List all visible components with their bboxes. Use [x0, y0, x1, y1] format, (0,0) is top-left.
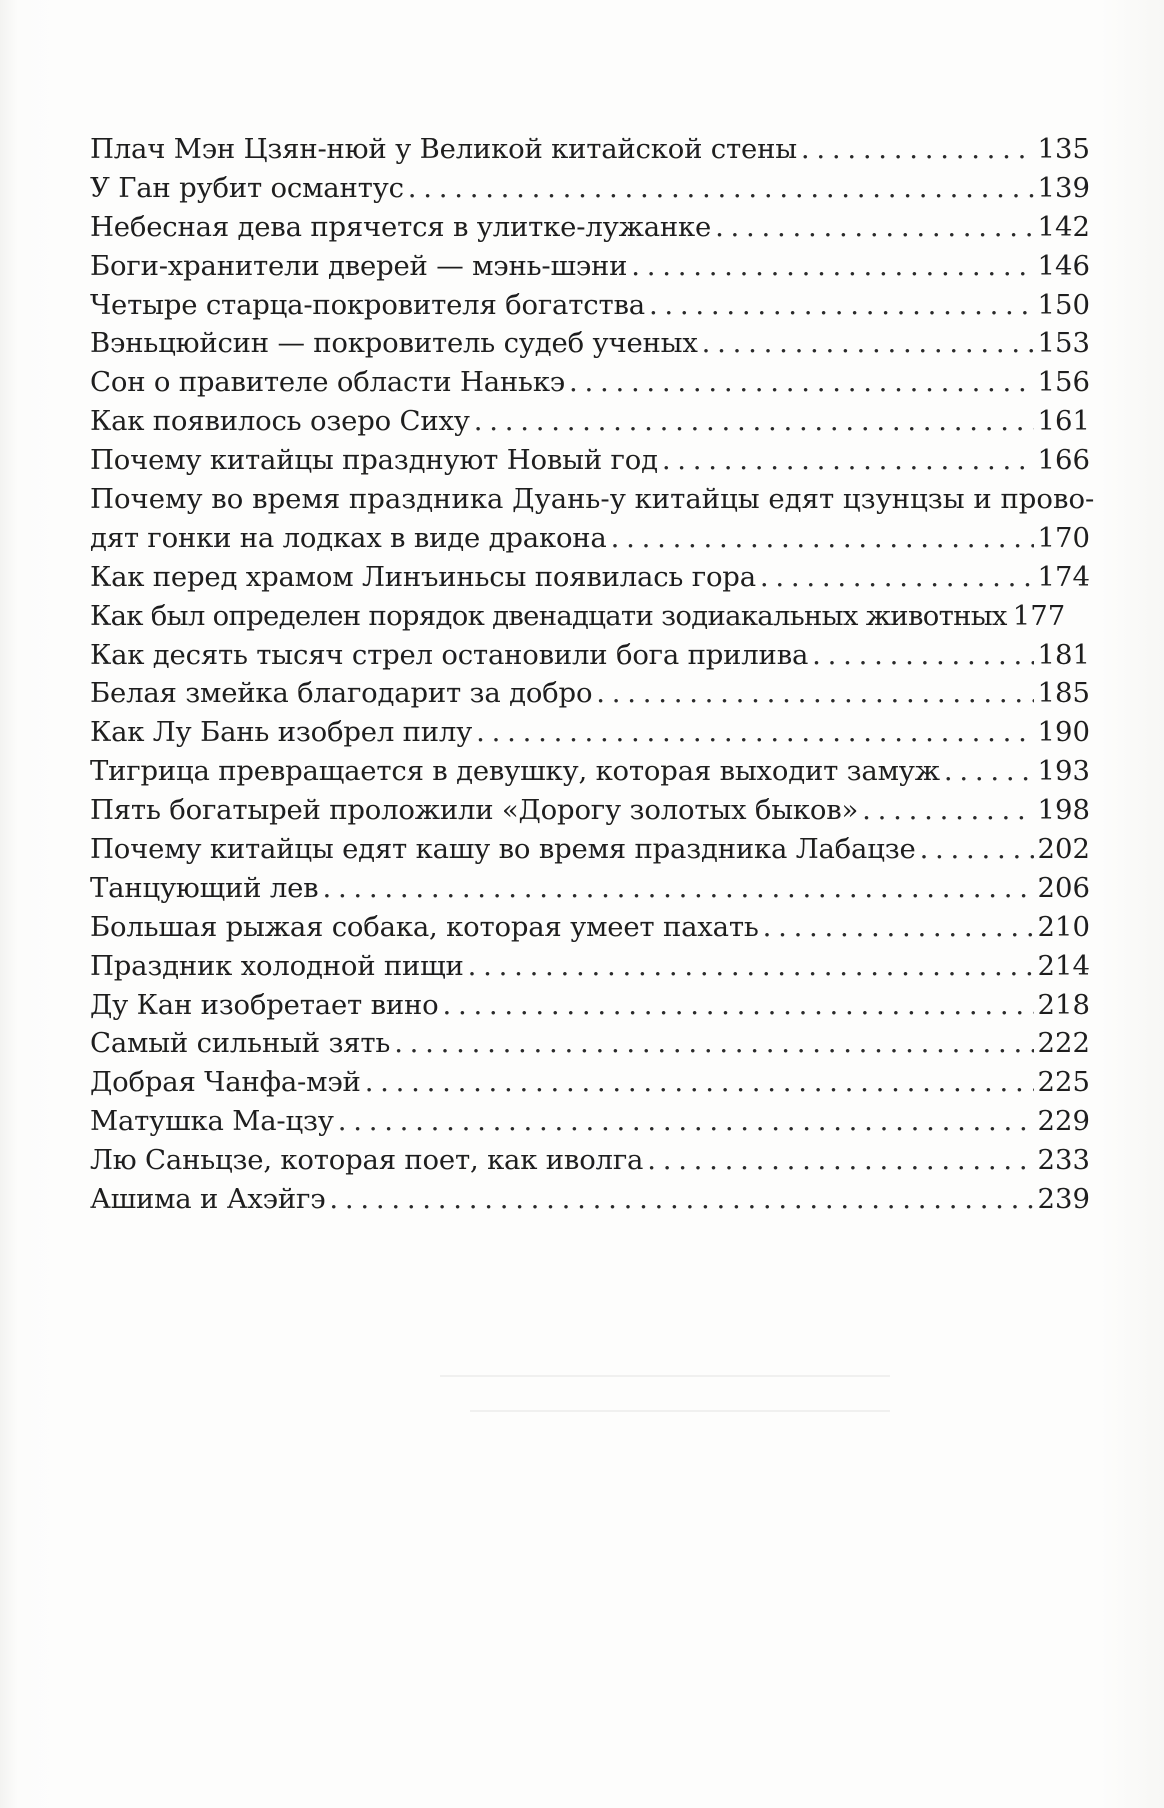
toc-entry-page: 161 [1037, 405, 1090, 438]
toc-entry[interactable] [90, 208, 1090, 247]
toc-entry[interactable] [90, 752, 1090, 791]
dot-leader [662, 441, 1034, 480]
toc-entry[interactable] [90, 441, 1090, 480]
toc-entry[interactable] [90, 986, 1090, 1025]
toc-entry-page: 225 [1037, 1066, 1090, 1099]
toc-entry-title: Четыре старца-покровителя богатства [90, 288, 645, 321]
toc-entry-title: Матушка Ма-цзу [90, 1105, 334, 1138]
dot-leader [760, 558, 1034, 597]
dot-leader [394, 1024, 1033, 1063]
toc-entry[interactable] [90, 947, 1090, 986]
table-of-contents [90, 130, 1095, 1219]
toc-entry-page: 156 [1037, 366, 1090, 399]
toc-entry[interactable] [90, 636, 1090, 675]
toc-entry-page: 177 [1012, 599, 1066, 632]
toc-entry[interactable] [90, 169, 1090, 208]
toc-entry-title: Танцующий лев [90, 871, 319, 904]
dot-leader [715, 208, 1033, 247]
toc-entry-title: Как десять тысяч стрел остановили бога прилива [90, 638, 809, 671]
toc-entry-page: 166 [1037, 444, 1090, 477]
dot-leader [702, 324, 1034, 363]
toc-entry[interactable] [90, 1024, 1090, 1063]
toc-entry-page: 210 [1037, 910, 1090, 943]
toc-entry-page: 239 [1037, 1183, 1090, 1216]
toc-entry-page: 142 [1037, 210, 1090, 243]
toc-entry-title: Вэньцюйсин — покровитель судеб ученых [90, 327, 698, 360]
toc-entry-page: 233 [1037, 1144, 1090, 1177]
toc-entry-title: Небесная дева прячется в улитке-лужанке [90, 210, 712, 243]
toc-entry-page: 198 [1037, 794, 1090, 827]
toc-entry-title: Ду Кан изобретает вино [90, 988, 439, 1021]
show-through-line [470, 1410, 890, 1412]
toc-entry[interactable] [90, 674, 1090, 713]
dot-leader [611, 519, 1034, 558]
dot-leader [468, 947, 1034, 986]
toc-entry-title: Как был определен порядок двенадцати зодиакальных животных [90, 599, 1007, 632]
toc-entry-second-line [90, 519, 1090, 558]
toc-entry-title: Почему китайцы едят кашу во время праздника Лабацзе [90, 833, 916, 866]
toc-entry-title: Самый сильный зять [90, 1027, 391, 1060]
toc-entry[interactable] [90, 363, 1090, 402]
toc-entry[interactable] [90, 908, 1090, 947]
toc-entry-title: Как появилось озеро Сиху [90, 405, 470, 438]
dot-leader [944, 752, 1034, 791]
toc-entry-page: 214 [1037, 949, 1090, 982]
toc-entry-page: 153 [1037, 327, 1090, 360]
toc-entry-page: 139 [1037, 171, 1090, 204]
toc-entry[interactable] [90, 791, 1090, 830]
dot-leader [365, 1063, 1034, 1102]
dot-leader [631, 247, 1033, 286]
toc-entry-title: Боги-хранители дверей — мэнь-шэни [90, 249, 628, 282]
dot-leader [801, 130, 1034, 169]
toc-entry-multiline[interactable] [90, 480, 1095, 558]
toc-entry-title: Ашима и Ахэйгэ [90, 1183, 326, 1216]
toc-entry[interactable] [90, 558, 1090, 597]
dot-leader [474, 402, 1034, 441]
show-through-line [440, 1375, 890, 1377]
dot-leader [812, 636, 1033, 675]
toc-entry[interactable] [90, 324, 1090, 363]
dot-leader [569, 363, 1033, 402]
toc-entry-page: 150 [1037, 288, 1090, 321]
toc-entry-title: Белая змейка благодарит за добро [90, 677, 593, 710]
toc-entry[interactable] [90, 402, 1090, 441]
toc-entry-title: Плач Мэн Цзян-нюй у Великой китайской стены [90, 133, 797, 165]
dot-leader [920, 830, 1034, 869]
toc-entry-title: Тигрица превращается в девушку, которая выходит замуж [90, 755, 940, 788]
dot-leader [329, 1180, 1033, 1219]
toc-entry-page: 202 [1037, 833, 1090, 866]
toc-entry[interactable] [90, 286, 1090, 325]
toc-entry[interactable] [90, 130, 1090, 169]
toc-entry-page: 170 [1037, 521, 1090, 554]
toc-entry-page: 218 [1037, 988, 1090, 1021]
dot-leader [763, 908, 1034, 947]
toc-entry-title: Сон о правителе области Нанькэ [90, 366, 566, 399]
toc-entry-title: Праздник холодной пищи [90, 949, 464, 982]
toc-entry-page: 229 [1037, 1105, 1090, 1138]
dot-leader [322, 869, 1033, 908]
dot-leader [862, 791, 1033, 830]
toc-entry[interactable] [90, 1141, 1090, 1180]
toc-entry[interactable] [90, 247, 1090, 286]
toc-entry-title: Как Лу Бань изобрел пилу [90, 716, 473, 749]
toc-entry[interactable] [90, 1063, 1090, 1102]
toc-entry[interactable] [90, 830, 1090, 869]
dot-leader [647, 1141, 1033, 1180]
dot-leader [596, 674, 1033, 713]
toc-entry-title: Лю Саньцзе, которая поет, как иволга [90, 1144, 644, 1177]
toc-entry-page: 206 [1037, 871, 1090, 904]
dot-leader [476, 713, 1033, 752]
toc-entry[interactable] [90, 713, 1090, 752]
dot-leader [338, 1102, 1034, 1141]
toc-entry-title: Как перед храмом Линъиньсы появилась гора [90, 560, 756, 593]
dot-leader [649, 286, 1034, 325]
toc-entry-title-line1: Почему во время праздника Дуань-у китайцы едят цзунцзы и прово- [90, 483, 1095, 516]
toc-entry[interactable] [90, 1180, 1090, 1219]
toc-entry-title: Большая рыжая собака, которая умеет пахать [90, 910, 759, 943]
toc-entry[interactable] [90, 597, 1090, 636]
toc-entry-page: 146 [1037, 249, 1090, 282]
toc-entry[interactable] [90, 869, 1090, 908]
toc-entry-title: Пять богатырей проложили «Дорогу золотых быков» [90, 794, 859, 827]
toc-entry-page: 222 [1037, 1027, 1090, 1060]
toc-entry[interactable] [90, 1102, 1090, 1141]
toc-entry-title: Добрая Чанфа-мэй [90, 1066, 361, 1099]
toc-entry-page: 135 [1037, 133, 1090, 165]
toc-entry-page: 181 [1037, 638, 1090, 671]
dot-leader [408, 169, 1034, 208]
toc-entry-title-line2: дят гонки на лодках в виде дракона [90, 521, 607, 554]
toc-entry-page: 185 [1037, 677, 1090, 710]
toc-entry-page: 190 [1037, 716, 1090, 749]
toc-entry-page: 193 [1037, 755, 1090, 788]
toc-entry-title: У Ган рубит османтус [90, 171, 404, 204]
toc-entry-page: 174 [1037, 560, 1090, 593]
dot-leader [442, 986, 1033, 1025]
toc-entry-title: Почему китайцы празднуют Новый год [90, 444, 658, 477]
